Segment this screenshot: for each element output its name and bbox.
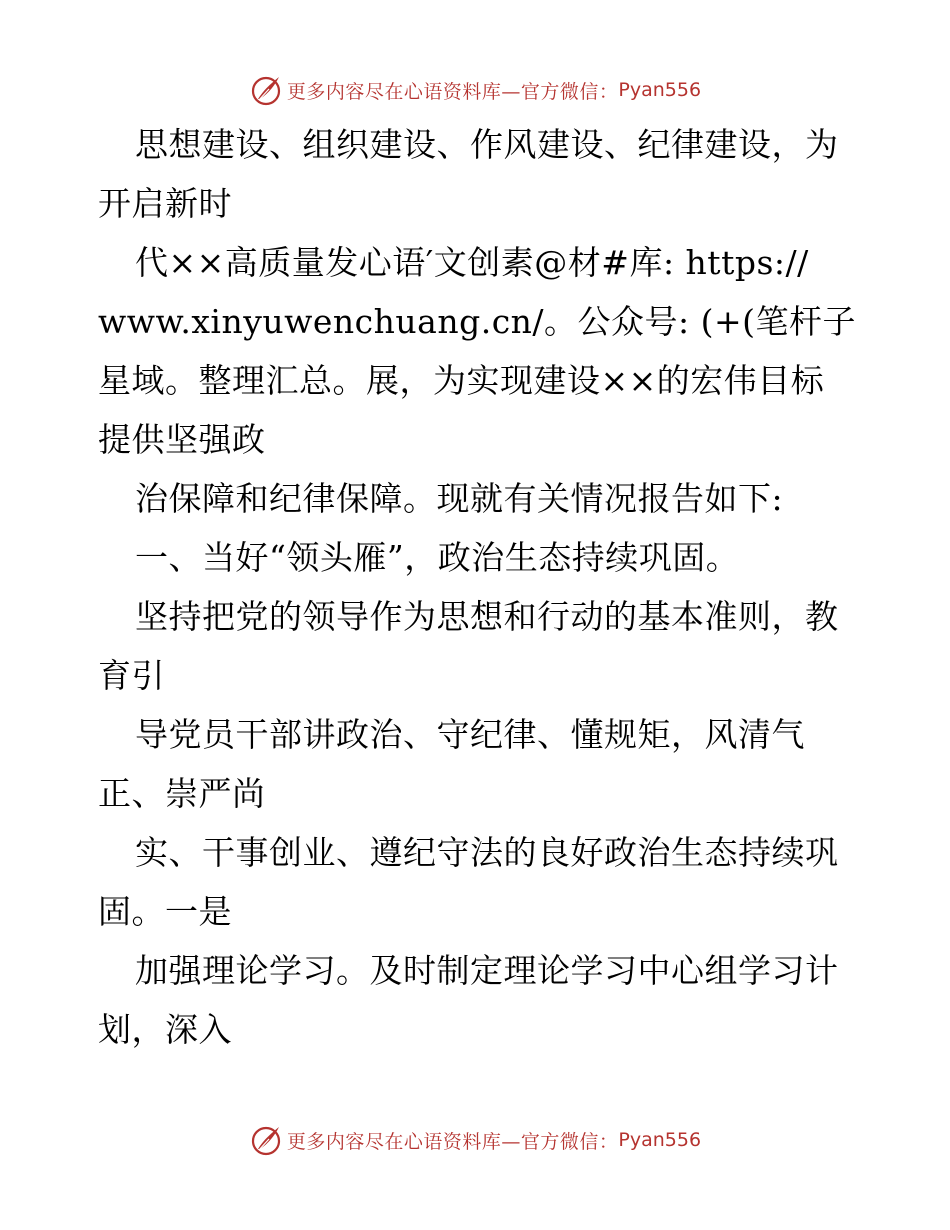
document-body xyxy=(98,115,858,1059)
text-line: 坚持把党的领导作为思想和行动的基本准则，教 xyxy=(135,597,839,636)
text-line: 导党员干部讲政治、守纪律、懂规矩，风清气 xyxy=(135,715,805,754)
text-line: 星域。整理汇总。展，为实现建设××的宏伟目标 xyxy=(98,361,825,400)
banner-wechat-id: Pyan556 xyxy=(618,79,702,101)
text-line: 代××高质量发心语′文创素@材#库: https:// xyxy=(135,243,809,282)
text-line: 固。一是 xyxy=(98,892,232,931)
quill-pen-logo-icon xyxy=(249,73,283,107)
text-line: 提供坚强政 xyxy=(98,420,266,459)
section-heading: 一、当好“领头雁”，政治生态持续巩固。 xyxy=(135,538,740,577)
text-line: 实、干事创业、遵纪守法的良好政治生态持续巩 xyxy=(135,833,839,872)
text-line: 育引 xyxy=(98,656,165,695)
footer-banner xyxy=(0,1120,950,1160)
text-line: 开启新时 xyxy=(98,184,232,223)
banner-text: 更多内容尽在心语资料库—官方微信： xyxy=(286,80,619,103)
banner-content xyxy=(249,73,701,107)
text-line: 治保障和纪律保障。现就有关情况报告如下: xyxy=(135,479,784,518)
text-line: 加强理论学习。及时制定理论学习中心组学习计 xyxy=(135,951,839,990)
banner-text: 更多内容尽在心语资料库—官方微信： xyxy=(286,1130,619,1153)
text-line: 正、崇严尚 xyxy=(98,774,266,813)
text-line: 思想建设、组织建设、作风建设、纪律建设，为 xyxy=(135,125,839,164)
banner-wechat-id: Pyan556 xyxy=(618,1129,702,1151)
header-banner xyxy=(0,70,950,110)
banner-content xyxy=(249,1123,701,1157)
text-line: 划，深入 xyxy=(98,1010,232,1049)
text-line: www.xinyuwenchuang.cn/。公众号: (+(笔杆子 xyxy=(98,302,857,341)
quill-pen-logo-icon xyxy=(249,1123,283,1157)
